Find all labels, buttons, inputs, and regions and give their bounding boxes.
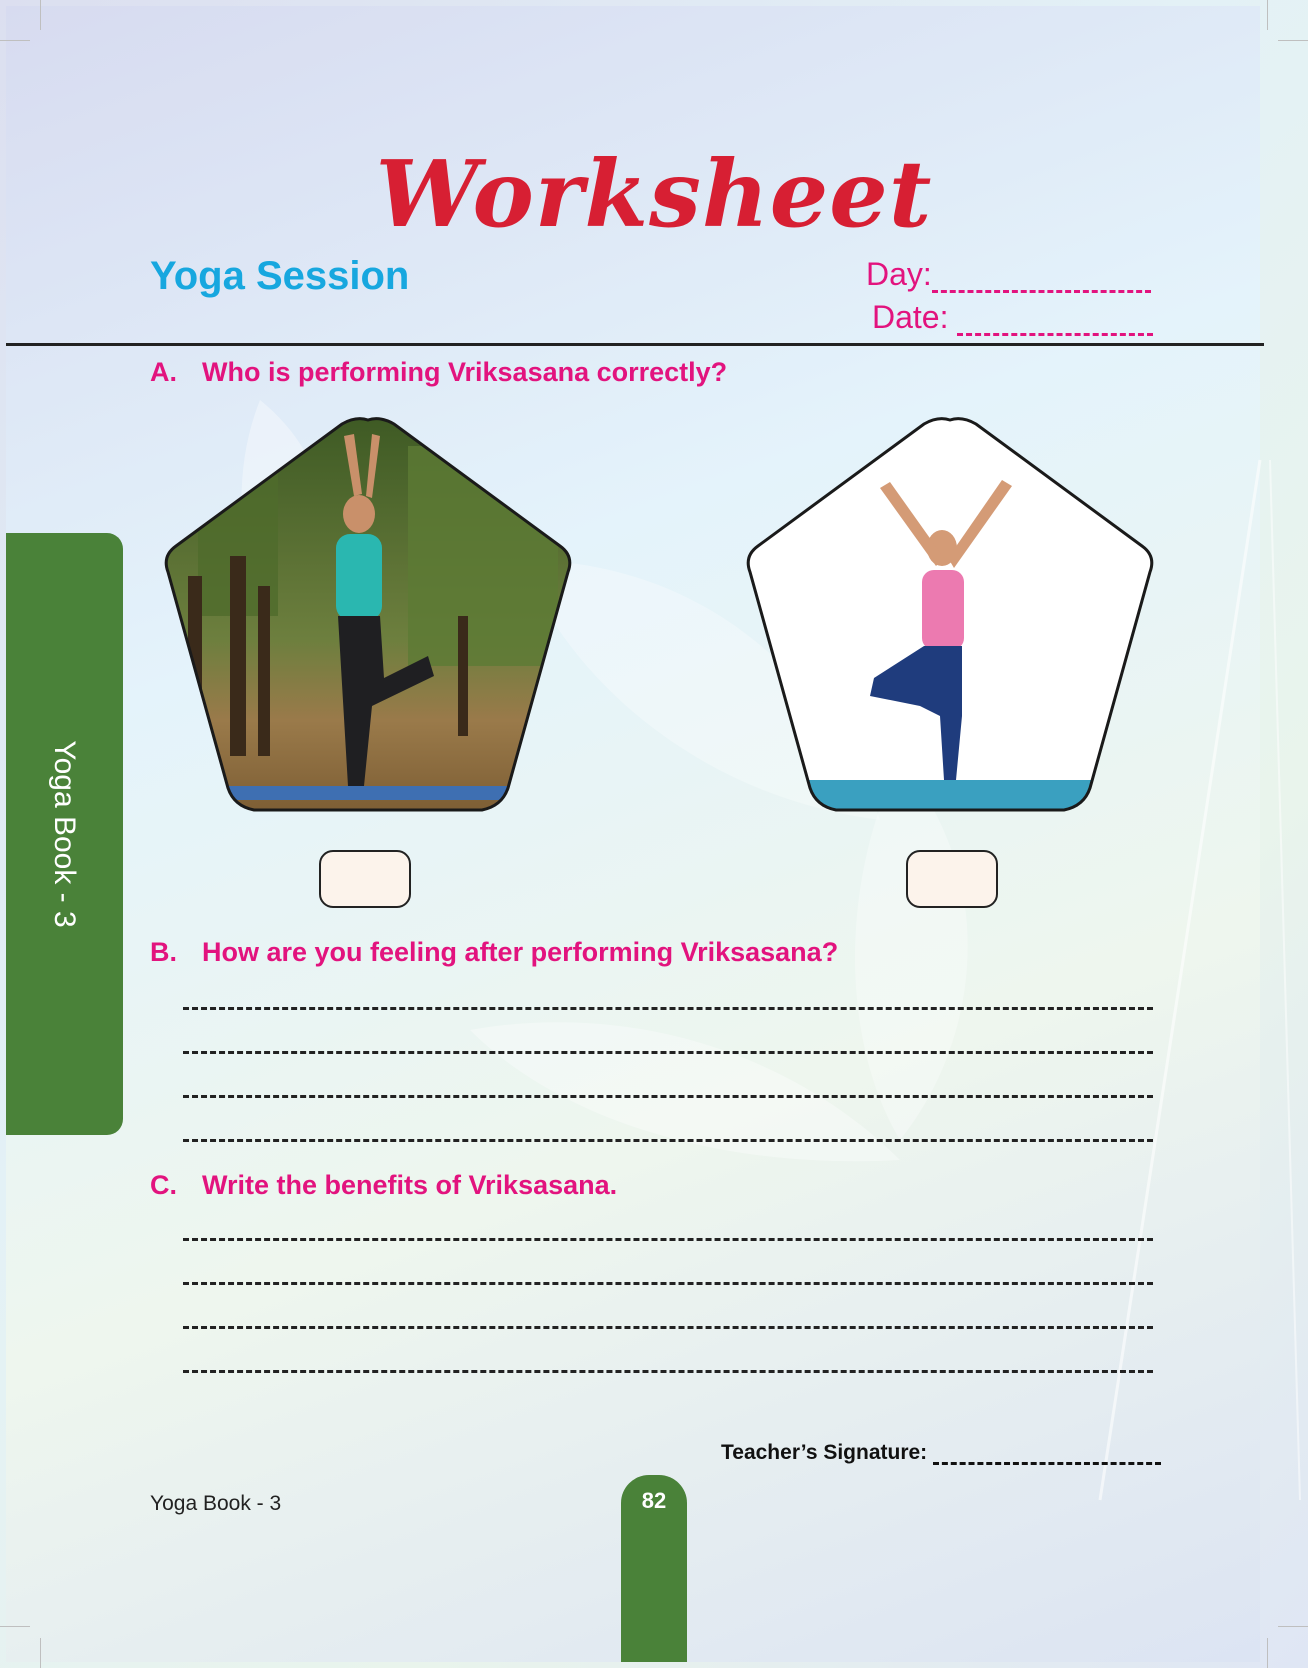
answer-line[interactable] [183,1326,1153,1329]
answer-line[interactable] [183,1370,1153,1373]
question-b [150,937,838,968]
question-a [150,357,727,388]
question-letter: A. [150,357,177,387]
answer-line[interactable] [183,1139,1153,1142]
question-letter: C. [150,1170,177,1200]
answer-box-right[interactable] [906,850,998,908]
answer-box-left[interactable] [319,850,411,908]
day-field[interactable] [866,256,1151,293]
teacher-signature-field[interactable] [721,1441,1161,1465]
date-label: Date: [872,299,949,335]
header-divider [6,343,1264,346]
day-label: Day: [866,256,932,292]
answer-line[interactable] [183,1238,1153,1241]
question-text: Write the benefits of Vriksasana. [202,1170,618,1200]
answer-line[interactable] [183,1051,1153,1054]
side-tab-label: Yoga Book - 3 [48,740,81,928]
woman-tree-pose-park-photo [158,416,578,822]
woman-tree-pose-arms-spread-photo [740,416,1160,822]
answer-line[interactable] [183,1282,1153,1285]
footer-book-title: Yoga Book - 3 [150,1492,282,1515]
answer-line[interactable] [183,1007,1153,1010]
day-blank[interactable] [932,264,1151,293]
date-field[interactable] [872,299,1153,336]
question-c [150,1170,617,1201]
session-heading: Yoga Session [150,254,410,298]
question-letter: B. [150,937,177,967]
worksheet-title: Worksheet [375,140,933,248]
date-blank[interactable] [957,307,1153,336]
question-text: How are you feeling after performing Vriksasana? [202,937,839,967]
signature-blank[interactable] [933,1444,1161,1465]
signature-label: Teacher’s Signature: [721,1441,928,1464]
page-number: 82 [641,1488,667,1513]
answer-line[interactable] [183,1095,1153,1098]
question-text: Who is performing Vriksasana correctly? [202,357,728,387]
